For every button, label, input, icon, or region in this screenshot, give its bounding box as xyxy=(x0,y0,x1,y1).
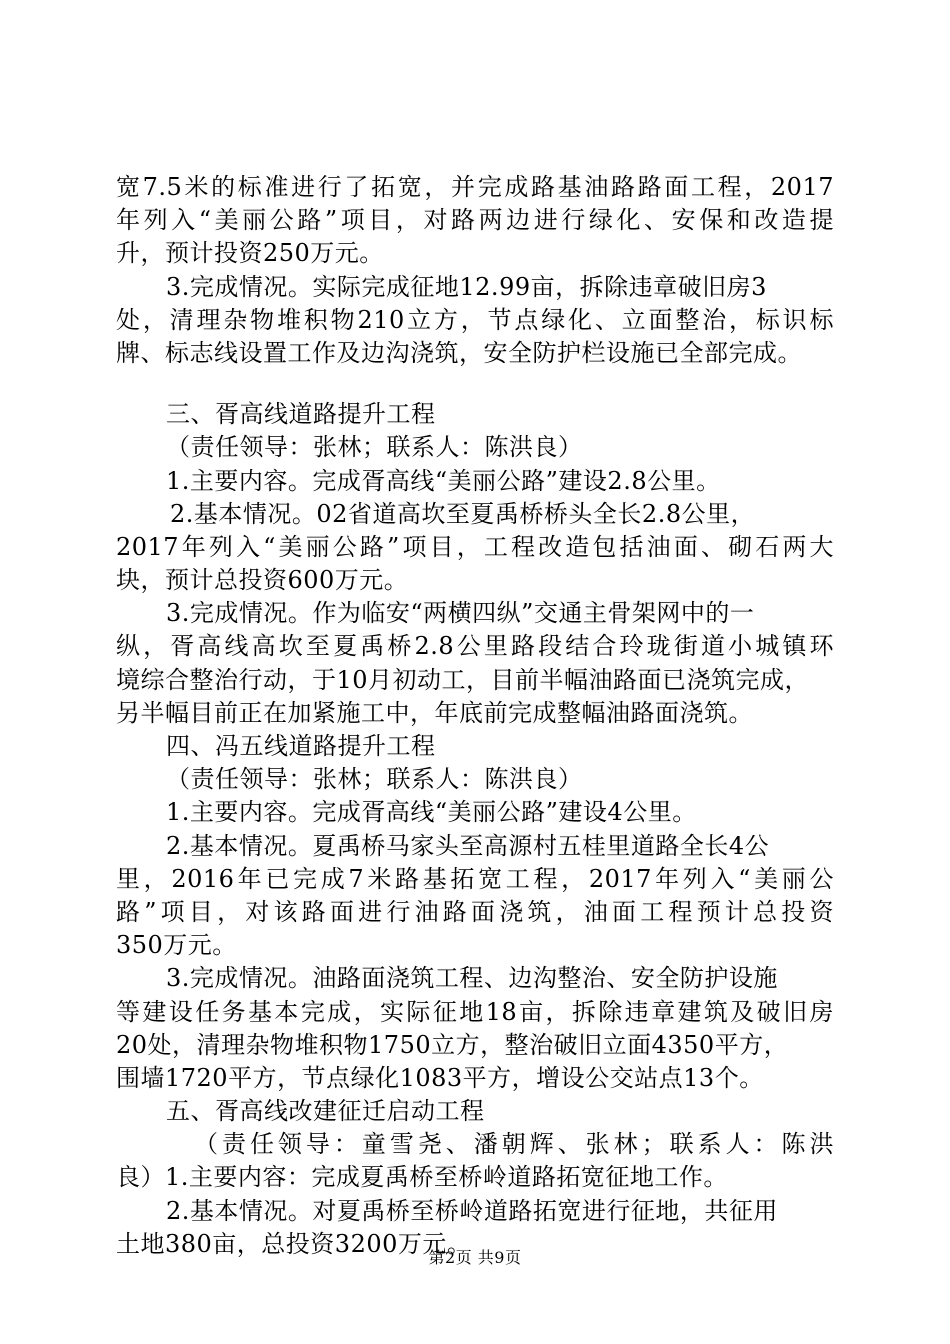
paragraph-line: 块，预计总投资600万元。 xyxy=(116,566,409,595)
responsibility-line: （责任领导：张林；联系人：陈洪良） xyxy=(166,433,583,462)
paragraph-gap xyxy=(116,370,834,398)
paragraph-line: 纵，胥高线高坎至夏禹桥2.8公里路段结合玲珑街道小城镇环 xyxy=(116,632,834,661)
paragraph-line: 350万元。 xyxy=(116,931,237,960)
paragraph-line: 另半幅目前正在加紧施工中，年底前完成整幅油路面浇筑。 xyxy=(116,698,753,727)
paragraph-line: 围墙1720平方，节点绿化1083平方，增设公交站点13个。 xyxy=(116,1063,764,1092)
paragraph-line: 3.完成情况。实际完成征地12.99亩，拆除违章破旧房3 xyxy=(166,272,767,301)
responsibility-line: （责任领导：童雪尧、潘朝辉、张林；联系人：陈洪 xyxy=(194,1130,834,1159)
paragraph-line: 宽7.5米的标准进行了拓宽，并完成路基油路路面工程，2017 xyxy=(116,173,834,201)
section-heading: 五、胥高线改建征迁启动工程 xyxy=(166,1097,485,1126)
paragraph-line: 2017年列入“美丽公路”项目，工程改造包括油面、砌石两大 xyxy=(116,532,834,561)
paragraph-line: 良）1.主要内容：完成夏禹桥至桥岭道路拓宽征地工作。 xyxy=(116,1163,728,1192)
paragraph-line: 3.完成情况。作为临安“两横四纵”交通主骨架网中的一 xyxy=(166,599,755,628)
paragraph-line: 牌、标志线设置工作及边沟浇筑，安全防护栏设施已全部完成。 xyxy=(116,338,802,367)
paragraph-line: 2.基本情况。02省道高坎至夏禹桥桥头全长2.8公里， xyxy=(170,499,756,528)
responsibility-line: （责任领导：张林；联系人：陈洪良） xyxy=(166,765,583,794)
paragraph-line: 路”项目，对该路面进行油路面浇筑，油面工程预计总投资 xyxy=(116,897,834,926)
paragraph-line: 升，预计投资250万元。 xyxy=(116,239,384,268)
paragraph-line: 境综合整治行动，于10月初动工，目前半幅油路面已浇筑完成， xyxy=(116,665,810,694)
paragraph-line: 1.主要内容。完成胥高线“美丽公路”建设4公里。 xyxy=(166,798,697,827)
paragraph-line: 年列入“美丽公路”项目，对路两边进行绿化、安保和改造提 xyxy=(116,206,834,235)
section-heading: 三、胥高线道路提升工程 xyxy=(166,400,436,429)
paragraph-line: 3.完成情况。油路面浇筑工程、边沟整治、安全防护设施 xyxy=(166,964,778,993)
paragraph-line: 土地380亩，总投资3200万元。 xyxy=(116,1229,472,1258)
paragraph-line: 等建设任务基本完成，实际征地18亩，拆除违章建筑及破旧房 xyxy=(116,997,834,1026)
paragraph-line: 2.基本情况。对夏禹桥至桥岭道路拓宽进行征地，共征用 xyxy=(166,1196,778,1225)
paragraph-line: 处，清理杂物堆积物210立方，节点绿化、立面整治，标识标 xyxy=(116,305,834,334)
body-text xyxy=(116,171,834,1261)
page-footer: 第2页 共9页 xyxy=(428,1248,522,1267)
section-heading: 四、冯五线道路提升工程 xyxy=(166,732,436,760)
paragraph-line: 2.基本情况。夏禹桥马家头至高源村五桂里道路全长4公 xyxy=(166,831,770,860)
paragraph-line: 20处，清理杂物堆积物1750立方，整治破旧立面4350平方， xyxy=(116,1030,789,1059)
paragraph-line: 里，2016年已完成7米路基拓宽工程，2017年列入“美丽公 xyxy=(116,864,834,893)
paragraph-line: 1.主要内容。完成胥高线“美丽公路”建设2.8公里。 xyxy=(166,466,721,495)
